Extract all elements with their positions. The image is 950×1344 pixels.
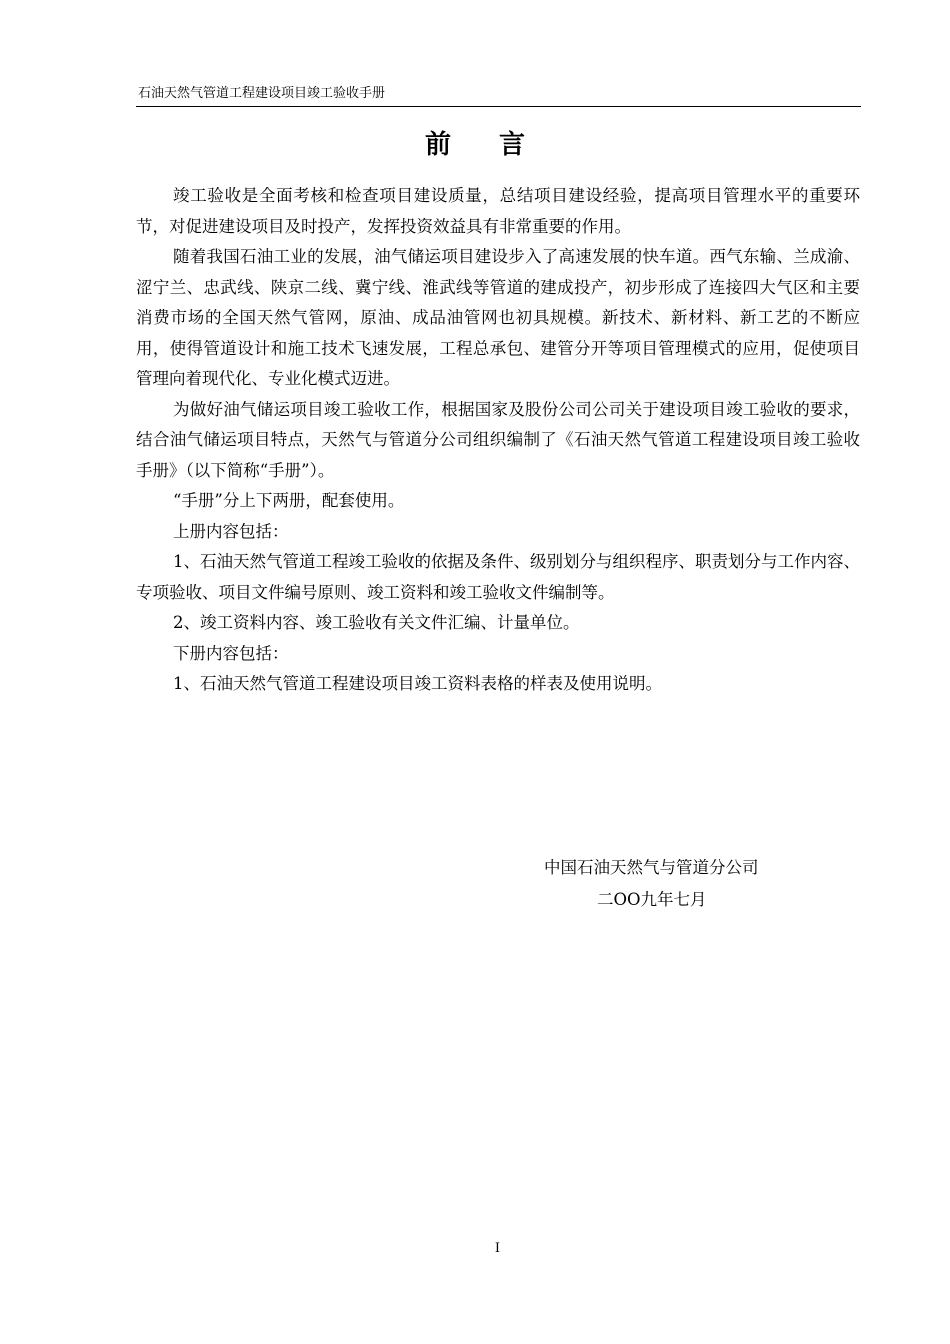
page-number: I <box>494 1241 501 1256</box>
page-title: 前言 <box>424 130 573 160</box>
body-text <box>136 181 860 700</box>
signature-date: 二OO九年七月 <box>597 890 707 909</box>
paragraph-volume-two-heading: 下册内容包括： <box>173 643 289 663</box>
paragraph-volume-two-item-1: 1、石油天然气管道工程建设项目竣工资料表格的样表及使用说明。 <box>173 674 662 693</box>
paragraph-volume-one-item-1: 1、石油天然气管道工程竣工验收的依据及条件、级别划分与组织程序、职责划分与工作内容、专项验收、项目文件编号原则、竣工资料和竣工验收文件编制等。 <box>136 552 860 602</box>
paragraph-volume-one-item-2: 2、竣工资料内容、竣工验收有关文件汇编、计量单位。 <box>173 613 580 632</box>
signature-organization: 中国石油天然气与管道分公司 <box>544 858 759 877</box>
signature-block <box>500 852 840 916</box>
paragraph-volumes: “手册”分上下两册，配套使用。 <box>173 491 405 510</box>
paragraph-intro: 竣工验收是全面考核和检查项目建设质量，总结项目建设经验，提高项目管理水平的重要环节，对促进建设项目及时投产，发挥投资效益具有非常重要的作用。 <box>136 186 860 236</box>
paragraph-purpose: 为做好油气储运项目竣工验收工作，根据国家及股份公司公司关于建设项目竣工验收的要求，结合油气储运项目特点，天然气与管道分公司组织编制了《石油天然气管道工程建设项目竣工验收手册》（以下简称“手册”）。 <box>136 399 860 480</box>
paragraph-volume-one-heading: 上册内容包括： <box>173 521 289 541</box>
paragraph-development: 随着我国石油工业的发展，油气储运项目建设步入了高速发展的快车道。西气东输、兰成渝、涩宁兰、忠武线、陕京二线、冀宁线、淮武线等管道的建成投产，初步形成了连接四大气区和主要消费市场的全国天然气管网，原油、成品油管网也初具规模。新技术、新材料、新工艺的不断应用，使得管道设计和施工技术飞速发展，工程总承包、建管分开等项目管理模式的应用，促使项目管理向着现代化、专业化模式迈进。 <box>136 247 860 388</box>
running-header <box>136 82 861 107</box>
running-header-title: 石油天然气管道工程建设项目竣工验收手册 <box>138 86 386 101</box>
